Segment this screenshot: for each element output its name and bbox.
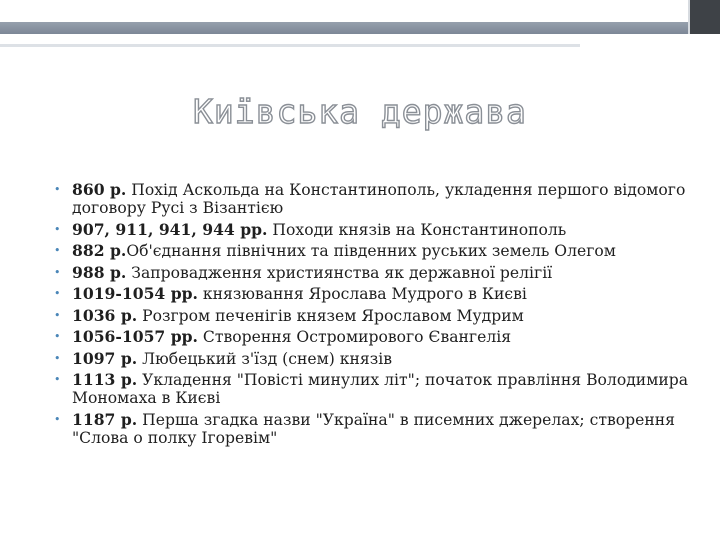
list-item [52, 328, 692, 346]
list-item [52, 242, 692, 260]
event-date: 860 р. [72, 180, 127, 199]
bullet-icon: • [54, 330, 61, 343]
list-item [52, 350, 692, 368]
header-band [0, 22, 720, 34]
event-date: 1056-1057 рр. [72, 327, 198, 346]
event-date: 1036 р. [72, 305, 138, 325]
bullet-icon: • [54, 287, 61, 300]
event-date: 1187 р. [72, 409, 138, 429]
event-date: 1113 р. [72, 370, 138, 389]
event-text: Похід Аскольда на Константинополь, укладення першого відомого договору Русі з Візантією [72, 181, 686, 217]
list-item [52, 411, 692, 447]
event-text: Запровадження християнства як державної релігії [126, 263, 553, 282]
bullet-icon: • [54, 222, 61, 236]
bullet-icon: • [54, 244, 61, 257]
list-item [52, 285, 692, 303]
event-text: князювання Ярослава Мудрого в Києві [197, 285, 527, 303]
bullet-icon: • [54, 351, 61, 365]
list-item [52, 221, 692, 239]
slide-title: Київська держава [193, 92, 527, 131]
bullet-icon: • [54, 183, 61, 196]
event-list [52, 181, 692, 450]
bullet-icon: • [54, 265, 61, 279]
event-text: Любецький з'їзд (снем) князів [137, 349, 393, 368]
list-item [52, 181, 692, 217]
bullet-icon: • [54, 373, 61, 386]
event-text: Створення Остромирового Євангелія [197, 328, 512, 346]
list-item [52, 264, 692, 282]
event-text: Походи князів на Константинополь [267, 220, 567, 239]
event-date: 907, 911, 941, 944 рр. [72, 219, 268, 239]
list-item [52, 371, 692, 407]
event-text: Розгром печенігів князем Ярославом Мудрим [137, 306, 524, 325]
list-item [52, 307, 692, 325]
event-date: 882 р. [72, 241, 127, 260]
event-date: 1019-1054 рр. [72, 284, 198, 303]
event-date: 1097 р. [72, 348, 138, 368]
event-text: Об'єднання північних та південних руських земель Олегом [126, 242, 616, 260]
event-date: 988 р. [72, 262, 127, 282]
bullet-icon: • [54, 412, 61, 426]
event-text: Укладення "Повісті минулих літ"; початок правління Володимира Мономаха в Києві [72, 371, 689, 407]
header-corner-block [690, 0, 720, 34]
bullet-icon: • [54, 308, 61, 322]
event-text: Перша згадка назви "Україна" в писемних джерелах; створення "Слова о полку Ігоревім" [72, 410, 675, 447]
header-thin-line [0, 44, 580, 47]
